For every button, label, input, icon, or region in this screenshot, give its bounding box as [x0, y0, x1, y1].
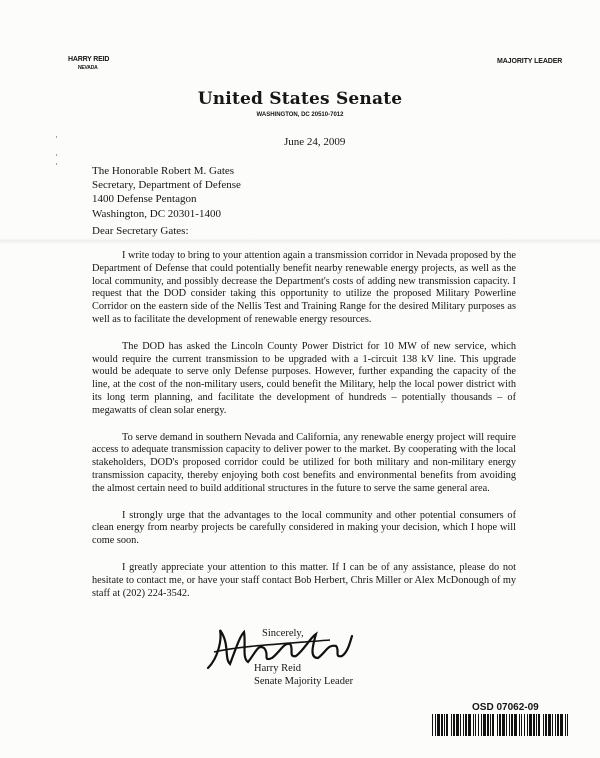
recipient-address [92, 164, 241, 221]
letterhead-address: WASHINGTON, DC 20510-7012 [256, 112, 344, 118]
margin-marks: · · · [55, 132, 58, 169]
body-paragraph: To serve demand in southern Nevada and California, any renewable energy project will require access to adequate transmission capacity to deliver power to the market. By cooperating with the local stakeholders, DOD's proposed corridor could be utilized for both military and non-military energy transmission capacity, thereby enjoying both cost benefits and environmental benefits from avoiding the almost certain need to build additional structures in the future to serve the same general area. [92, 431, 516, 494]
letterhead-title: United States Senate [197, 89, 403, 109]
salutation: Dear Secretary Gates: [92, 225, 189, 237]
signer-title: Senate Majority Leader [254, 675, 354, 687]
recipient-line: 1400 Defense Pentagon [92, 193, 197, 206]
recipient-line: Secretary, Department of Defense [92, 179, 241, 192]
recipient-line: The Honorable Robert M. Gates [92, 165, 235, 177]
body-paragraph: I write today to bring to your attention again a transmission corridor in Nevada proposed by the Department of Defense that could potentially benefit nearby renewable energy projects, as well as the local community, and possibly decrease the Department's costs of adding new transmission capacity. I request that the DOD consider taking this opportunity to utilize the proposed Military Powerline Corridor on the eastern side of the Nellis Test and Training Range for the desired Military purposes as well as to facilitate the development of renewable energy resources. [92, 250, 516, 325]
sender-title: MAJORITY LEADER [497, 58, 563, 65]
closing: Sincerely, [262, 628, 304, 639]
body-paragraph: I greatly appreciate your attention to this matter. If I can be of any assistance, please do not hesitate to contact me, or have your staff contact Bob Herbert, Chris Miller or Alex McDonough of my staff at (202) 224-3542. [92, 561, 516, 599]
body-paragraph: I strongly urge that the advantages to the local community and other potential consumers of clean energy from nearby projects be carefully considered in making your decision, which I hope will come soon. [92, 509, 516, 547]
signer-name: Harry Reid [254, 663, 301, 674]
sender-block [68, 55, 109, 73]
recipient-line: Washington, DC 20301-1400 [92, 207, 221, 220]
scan-artifact [0, 238, 600, 244]
sender-name: HARRY REID [68, 56, 110, 63]
barcode [432, 714, 572, 736]
letter-date: June 24, 2009 [284, 136, 346, 148]
sender-state: NEVADA [78, 65, 98, 71]
document-id: OSD 07062-09 [472, 702, 539, 713]
body-paragraph: The DOD has asked the Lincoln County Power District for 10 MW of new service, which would require the current transmission to be upgraded with a 1-circuit 138 kV line. This upgrade would be adequate to serve only Defense purposes. However, further expanding the capacity of the line, at the cost of the non-military users, could benefit the Military, help the local power district with its long term planning, and facilitate the development of hundreds – potentially thousands – of megawatts of clean solar energy. [92, 340, 516, 416]
signature-block [254, 663, 353, 688]
letter-body [92, 250, 516, 614]
